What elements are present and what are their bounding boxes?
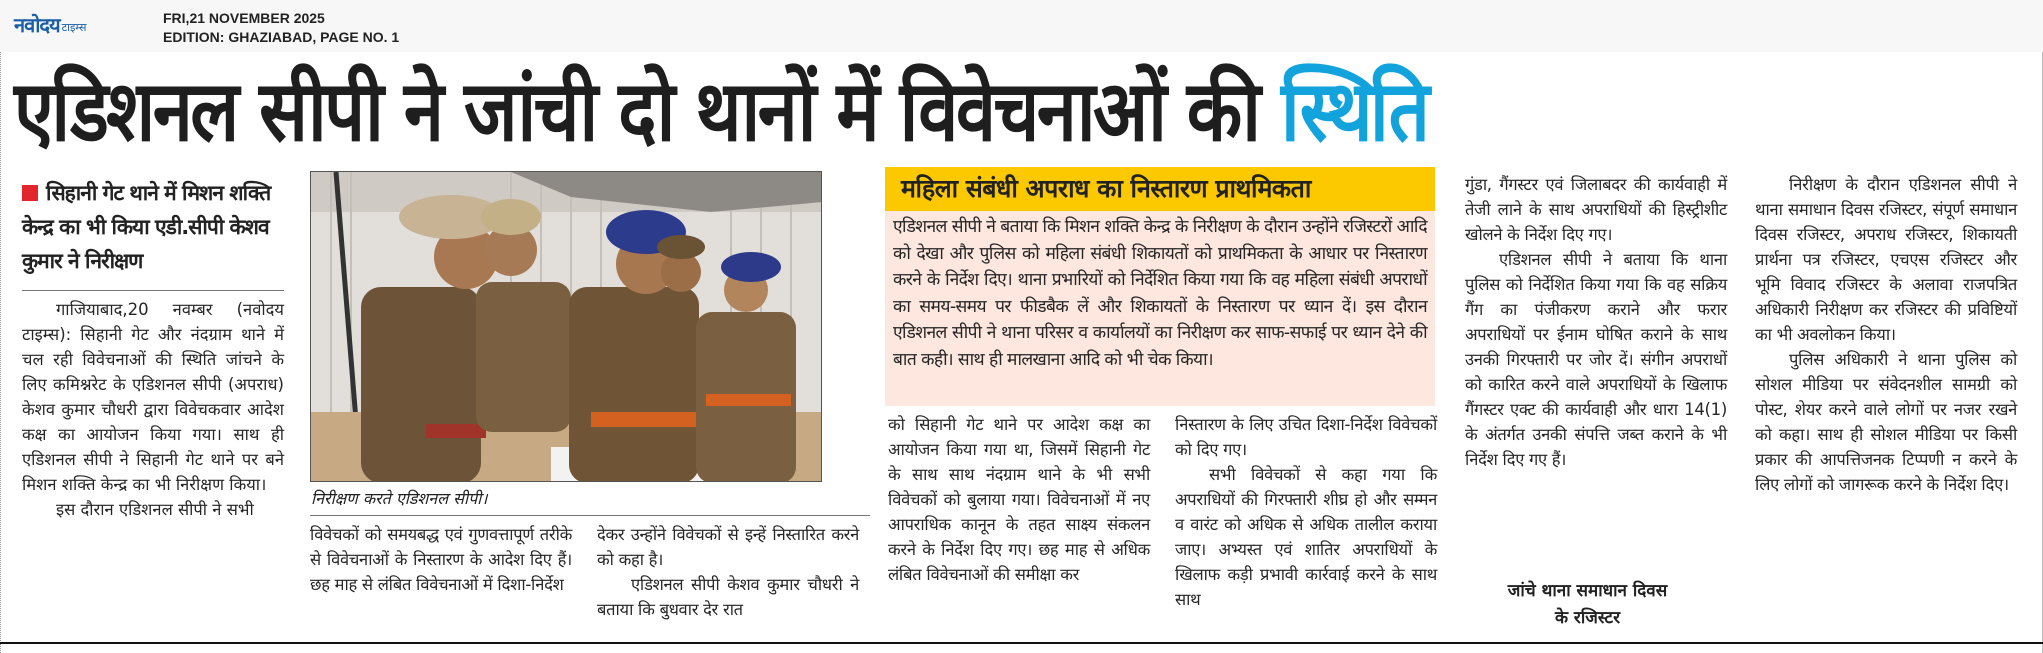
page-bottom-rule — [0, 642, 2043, 644]
column-5-para-1: निस्तारण के लिए उचित दिशा-निर्देश विवेचकों को दिए गए। — [1175, 415, 1437, 459]
news-photo[interactable] — [310, 171, 822, 482]
column-1-para-2: इस दौरान एडिशनल सीपी ने सभी — [56, 500, 254, 519]
logo-sub-text: टाइम्स — [61, 21, 87, 34]
column-6-para-1: गुंडा, गैंगस्टर एवं जिलाबदर की कार्यवाही में तेजी लाने के साथ अपराधियों की हिस्ट्रीशीट खोलने के निर्देश दिए गए। — [1465, 175, 1727, 244]
article-column-5 — [1175, 412, 1437, 612]
column-1-para-1: गाजियाबाद,20 नवम्बर (नवोदय टाइम्स): सिहानी गेट और नंदग्राम थाने में चल रही विवेचनाओं की स्थिति जांचने के लिए कमिश्नरेट के एडिशनल सीपी (अपराध) केशव कुमार चौधरी द्वारा विवेचकवार आदेश कक्ष का आयोजन किया गया। साथ ही एडिशनल सीपी ने सिहानी गेट थाने पर बने मिशन शक्ति केन्द्र का भी निरीक्षण किया। — [22, 300, 284, 494]
column-2-para-1: विवेचकों को समयबद्ध एवं गुणवत्तापूर्ण तरीके से विवेचनाओं के निस्तारण के आदेश दिए हैं। छह माह से लंबित विवेचनाओं में दिशा-निर्देश — [310, 525, 572, 594]
headline-main: एडिशनल सीपी ने जांची दो थानों में विवेचनाओं की — [14, 62, 1281, 160]
article-column-2 — [310, 522, 572, 597]
column-3-para-2: एडिशनल सीपी केशव कुमार चौधरी ने बताया कि बुधवार देर रात — [597, 575, 859, 619]
article-column-1 — [22, 297, 284, 522]
photo-caption: निरीक्षण करते एडिशनल सीपी। — [311, 489, 488, 508]
divider — [310, 515, 870, 516]
highlight-box-body: एडिशनल सीपी ने बताया कि मिशन शक्ति केन्द्र के निरीक्षण के दौरान उन्होंने रजिस्टरों आदि को देखा और पुलिस को महिला संबंधी शिकायतों को प्राथमिकता के आधार पर निस्तारण करने के निर्देश दिए। थाना प्रभारियों को निर्देशित किया गया कि वह महिला संबंधी अपराधों का समय-समय पर फीडबैक लें और शिकायतों के निस्तारण पर ध्यान दें। इस दौरान एडिशनल सीपी ने थाना परिसर व कार्यालयों का निरीक्षण कर साफ-सफाई पर ध्यान देने की बात कही। साथ ही मालखाना आदि को भी चेक किया। — [885, 211, 1435, 406]
column-3-para-1: देकर उन्होंने विवेचकों से इन्हें निस्तारित करने को कहा है। — [597, 525, 859, 569]
page-headline — [14, 56, 1427, 166]
edition-info — [163, 9, 399, 47]
date-line: FRI,21 NOVEMBER 2025 — [163, 10, 325, 26]
column-4-para-1: को सिहानी गेट थाने पर आदेश कक्ष का आयोजन किया गया था, जिसमें सिहानी गेट के साथ साथ नंदग्राम थाने के भी सभी विवेचकों को बुलाया गया। विवेचनाओं में नए आपराधिक कानून के तहत साक्ष्य संकलन करने के निर्देश दिए गए। छह माह से अधिक लंबित विवेचनाओं की समीक्षा कर — [888, 415, 1150, 584]
headline-accent: स्थिति — [1280, 62, 1428, 160]
highlight-box-title: महिला संबंधी अपराध का निस्तारण प्राथमिकता — [885, 167, 1435, 211]
column-6-para-2: एडिशनल सीपी ने बताया कि थाना पुलिस को निर्देशित किया गया कि वह सक्रिय गैंग का पंजीकरण कराने और फरार अपराधियों पर ईनाम घोषित कराने के साथ उनकी गिरफ्तारी पर जोर दें। संगीन अपराधों को कारित करने वाले अपराधियों के खिलाफ गैंगस्टर एक्ट की कार्यवाही और धारा 14(1) के अंतर्गत उनकी संपत्ति जब्त कराने के भी निर्देश दिए गए हैं। — [1465, 250, 1727, 469]
sub-headline — [22, 176, 284, 278]
red-bullet-icon — [22, 185, 38, 201]
article-column-4 — [888, 412, 1150, 587]
sub-headline-text: सिहानी गेट थाने में मिशन शक्ति केन्द्र का भी किया एडी.सीपी केशव कुमार ने निरीक्षण — [22, 181, 271, 273]
column-7-para-2: पुलिस अधिकारी ने थाना पुलिस को सोशल मीडिया पर संवेदनशील सामग्री को पोस्ट, शेयर करने वाले लोगों पर नजर रखने को कहा। साथ ही सोशल मीडिया पर किसी प्रकार की आपत्तिजनक टिप्पणी न करने के लिए लोगों को जागरूक करने के निर्देश दिए। — [1755, 350, 2017, 494]
article-column-7 — [1755, 172, 2017, 497]
divider — [22, 290, 284, 291]
edition-line: EDITION: GHAZIABAD, PAGE NO. 1 — [163, 29, 400, 45]
newspaper-logo[interactable] — [14, 10, 86, 36]
column-7-para-1: निरीक्षण के दौरान एडिशनल सीपी ने थाना समाधान दिवस रजिस्टर, संपूर्ण समाधान दिवस रजिस्टर, अपराध रजिस्टर, शिकायती प्रार्थना पत्र रजिस्टर, एचएस रजिस्टर और भूमि विवाद रजिस्टर के अलावा राजपत्रित अधिकारी निरीक्षण कर रजिस्टर की प्रविष्टियों का भी अवलोकन किया। — [1755, 175, 2017, 344]
article-column-6 — [1465, 172, 1727, 472]
article-column-3 — [597, 522, 859, 622]
police-inspection-photo-icon — [311, 172, 822, 482]
sub-section-heading: जांचे थाना समाधान दिवस के रजिस्टर — [1507, 581, 1668, 628]
logo-main-text: नवोदय — [14, 13, 60, 37]
column-5-para-2: सभी विवेचकों से कहा गया कि अपराधियों की गिरफ्तारी शीघ्र हो और सम्मन व वारंट को अधिक से अधिक तालील कराया जाए। अभ्यस्त एवं शातिर अपराधियों के खिलाफ कड़ी प्रभावी कार्रवाई करने के साथ साथ — [1175, 465, 1437, 609]
masthead — [0, 0, 2043, 52]
